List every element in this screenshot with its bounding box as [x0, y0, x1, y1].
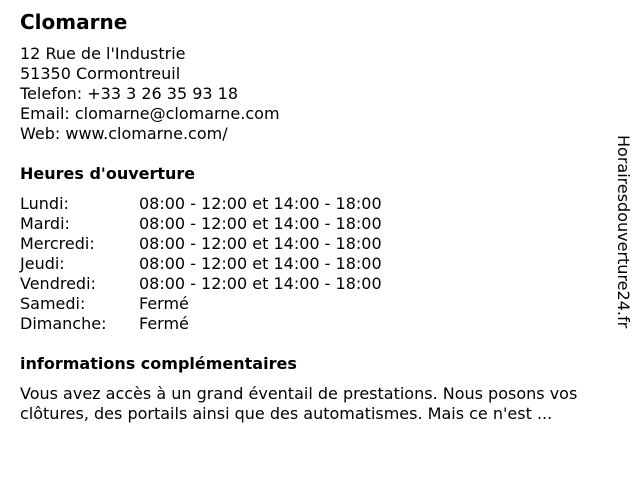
day-label: Lundi: — [20, 194, 69, 213]
day-hours: Fermé — [139, 294, 189, 313]
day-label: Jeudi: — [20, 254, 65, 273]
day-hours: Fermé — [139, 314, 189, 333]
hours-row-thursday — [20, 254, 382, 274]
day-label: Dimanche: — [20, 314, 107, 333]
hours-row-saturday — [20, 294, 382, 314]
hours-row-friday — [20, 274, 382, 294]
business-name: Clomarne — [20, 10, 128, 34]
hours-row-monday — [20, 194, 382, 214]
site-watermark: Horairesdouverture24.fr — [614, 135, 633, 329]
website-address: Web: www.clomarne.com/ — [20, 124, 228, 143]
day-hours: 08:00 - 12:00 et 14:00 - 18:00 — [139, 194, 382, 213]
phone-number: Telefon: +33 3 26 35 93 18 — [20, 84, 239, 103]
email-address: Email: clomarne@clomarne.com — [20, 104, 280, 123]
street-address: 12 Rue de l'Industrie — [20, 44, 186, 63]
info-heading: informations complémentaires — [20, 354, 297, 373]
day-hours: 08:00 - 12:00 et 14:00 - 18:00 — [139, 234, 382, 253]
day-label: Vendredi: — [20, 274, 96, 293]
day-label: Mercredi: — [20, 234, 95, 253]
hours-heading: Heures d'ouverture — [20, 164, 196, 183]
city-address: 51350 Cormontreuil — [20, 64, 181, 83]
day-hours: 08:00 - 12:00 et 14:00 - 18:00 — [139, 254, 382, 273]
day-label: Samedi: — [20, 294, 86, 313]
description-text: Vous avez accès à un grand éventail de prestations. Nous posons vos clôtures, des portails ainsi que des automatismes. Mais ce n'est ... — [20, 384, 578, 423]
hours-row-sunday — [20, 314, 382, 334]
day-hours: 08:00 - 12:00 et 14:00 - 18:00 — [139, 274, 382, 293]
hours-row-tuesday — [20, 214, 382, 234]
hours-row-wednesday — [20, 234, 382, 254]
day-label: Mardi: — [20, 214, 70, 233]
day-hours: 08:00 - 12:00 et 14:00 - 18:00 — [139, 214, 382, 233]
opening-hours-list — [20, 194, 382, 334]
contact-block — [20, 44, 280, 144]
